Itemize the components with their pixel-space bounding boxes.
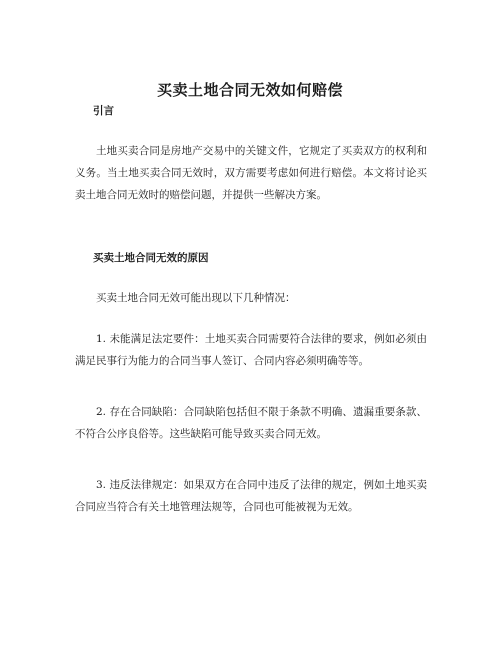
intro-paragraph: 土地买卖合同是房地产交易中的关键文件，它规定了买卖双方的权利和义务。当土地买卖合同无效时，双方需要考虑如何进行赔偿。本文将讨论买卖土地合同无效时的赔偿问题，并提供一些解决方案。 <box>75 145 427 201</box>
reason-item-2: 2. 存在合同缺陷：合同缺陷包括但不限于条款不明确、遗漏重要条款、不符合公序良俗等。这些缺陷可能导致买卖合同无效。 <box>75 406 427 440</box>
document-title: 买卖土地合同无效如何赔偿 <box>156 81 343 99</box>
reason-item-3: 3. 违反法律规定：如果双方在合同中违反了法律的规定，例如土地买卖合同应当符合有关土地管理法规等，合同也可能被视为无效。 <box>75 479 427 513</box>
section-heading-intro: 引言 <box>93 105 114 117</box>
section-heading-reasons: 买卖土地合同无效的原因 <box>93 252 209 264</box>
reasons-lead-paragraph: 买卖土地合同无效可能出现以下几种情况： <box>96 292 296 304</box>
reason-item-1: 1. 未能满足法定要件：土地买卖合同需要符合法律的要求，例如必须由满足民事行为能力的合同当事人签订、合同内容必须明确等等。 <box>75 333 427 367</box>
